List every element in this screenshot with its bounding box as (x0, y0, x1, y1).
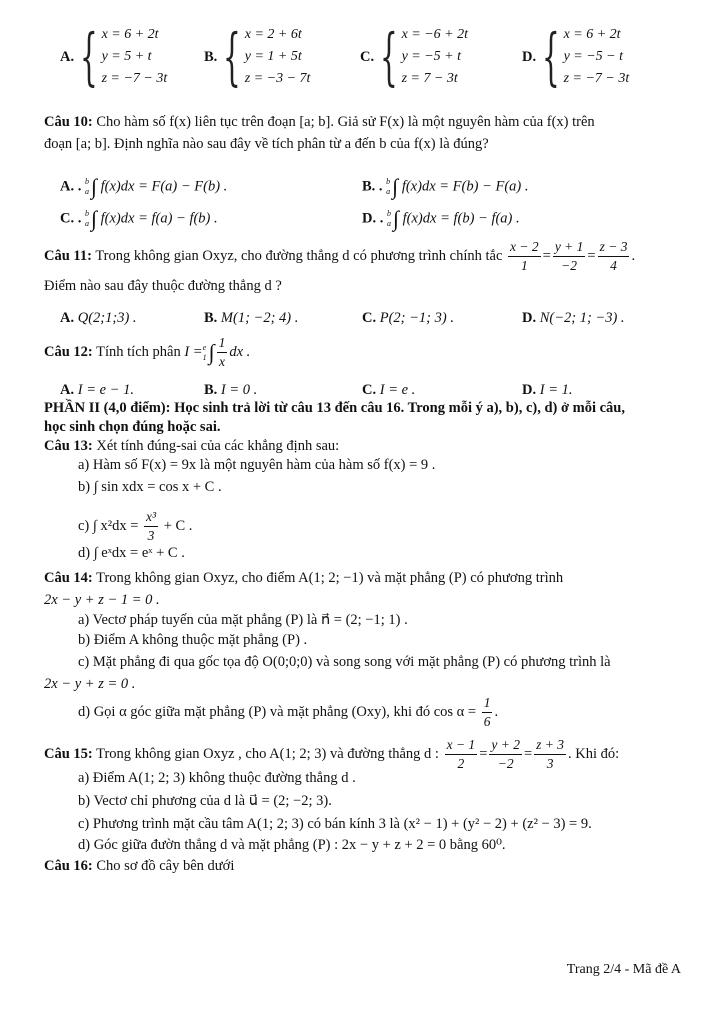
q13-item-a: a) Hàm số F(x) = 9x là một nguyên hàm của hàm số f(x) = 9 . (78, 457, 436, 473)
option-label: A. (60, 48, 75, 65)
question-text: Xét tính đúng-sai của các khẳng định sau: (96, 438, 340, 454)
q10-option-c (60, 206, 218, 232)
option-text: f(x)dx = F(a) − F(b) . (100, 178, 228, 195)
option-label: C. (360, 48, 375, 65)
integral-sign: ∫ (208, 339, 215, 365)
fraction (144, 508, 158, 545)
q11-option-c (362, 310, 454, 327)
option-label: C. . (60, 210, 82, 227)
integral-limits: b a (84, 209, 89, 228)
numerator: z − 3 (598, 238, 630, 257)
q9-option-d (522, 20, 630, 93)
q13-item-c (78, 508, 192, 545)
denominator: 3 (546, 756, 554, 771)
option-text: f(x)dx = F(b) − F(a) . (401, 178, 529, 195)
question-label: Câu 12: (44, 343, 93, 360)
q12-option-a (60, 382, 134, 399)
option-text: P(2; −1; 3) . (379, 310, 454, 326)
numerator: y + 1 (553, 238, 586, 257)
fraction (598, 238, 630, 275)
q12-option-b (204, 382, 257, 399)
q10-option-d (362, 206, 520, 232)
fraction (553, 238, 586, 275)
option-text: I = e − 1. (77, 382, 134, 398)
q15-item-b: b) Vectơ chỉ phương của d là u⃗ = (2; −2; 3). (78, 793, 332, 809)
q11-option-b (204, 310, 298, 327)
equation-row: x = 6 + 2t (563, 27, 621, 42)
brace-icon: { (542, 20, 560, 93)
q11-stem-line2: Điểm nào sau đây thuộc đường thẳng d ? (44, 278, 282, 294)
option-label: D. (522, 382, 537, 398)
item-text-right: + C . (163, 517, 193, 534)
option-label: B. (204, 48, 218, 65)
option-label: C. (362, 310, 377, 326)
q11-stem-line1: Câu 11: Trong không gian Oxyz, cho đường thẳng d có phương trình chính tắc $\frac{x - 2}{1}$ = $\frac{y + 1}{-2}$ = $\frac{z - 3}{4}$ . (44, 239, 636, 273)
question-text: Tính tích phân (96, 343, 181, 360)
equation-row: y = −5 + t (401, 49, 462, 64)
equation-row: y = −5 − t (563, 49, 624, 64)
page-footer: Trang 2/4 - Mã đề A (566, 962, 681, 977)
q13-item-d: d) ∫ eˣdx = eˣ + C . (78, 545, 185, 561)
q14-item-c-line1: c) Mặt phẳng đi qua gốc tọa độ O(0;0;0) và song song với mặt phẳng (P) có phương trình là (78, 654, 611, 670)
option-label: B. . (362, 178, 383, 195)
denominator: 2 (457, 756, 465, 771)
question-text: Trong không gian Oxyz, cho đường thẳng d có phương trình chính tắc (95, 247, 503, 264)
q15-item-a: a) Điểm A(1; 2; 3) không thuộc đường thẳng d . (78, 770, 356, 786)
numerator: x − 1 (445, 736, 478, 755)
equation-row: z = 7 − 3t (401, 71, 458, 86)
question-text: Trong không gian Oxyz , cho A(1; 2; 3) và đường thẳng d : (96, 745, 439, 762)
option-text: I = 0 . (220, 382, 258, 398)
option-label: A. . (60, 178, 82, 195)
question-label: Câu 11: (44, 247, 92, 264)
option-text: I = 1. (539, 382, 573, 398)
integral-sign: ∫ (392, 174, 399, 199)
option-label: B. (204, 310, 218, 326)
numerator: x − 2 (508, 238, 541, 257)
q9-option-c (360, 20, 469, 93)
option-label: D. (522, 48, 537, 65)
q13-stem (44, 438, 339, 455)
brace-icon: { (80, 20, 98, 93)
equation-row: z = −7 − 3t (101, 71, 168, 86)
q15-item-d: d) Góc giữa đườn thẳng d và mặt phẳng (P) : 2x − y + z + 2 = 0 bằng 60⁰. (78, 837, 506, 853)
q16-stem (44, 858, 234, 875)
q13-item-b: b) ∫ sin xdx = cos x + C . (78, 479, 222, 495)
q12-option-d (522, 382, 572, 399)
integral-sign: ∫ (90, 206, 98, 231)
fraction (489, 736, 522, 773)
fraction (445, 736, 478, 773)
q14-stem-line2: 2x − y + z − 1 = 0 . (44, 592, 160, 608)
option-text: f(x)dx = f(a) − f(b) . (100, 210, 218, 227)
q10-option-b (362, 174, 528, 200)
question-text: Cho hàm số f(x) liên tục trên đoạn [a; b]. Giả sử F(x) là một nguyên hàm của f(x) trên (96, 114, 595, 130)
brace-icon: { (380, 20, 398, 93)
option-label: D. . (362, 210, 384, 227)
question-label: Câu 14: (44, 570, 93, 586)
integral-limits: b a (386, 177, 391, 196)
integral-sign: ∫ (392, 206, 400, 231)
item-text-left: c) ∫ x²dx = (78, 517, 139, 534)
fraction (534, 736, 566, 773)
q11-option-a (60, 310, 137, 327)
part2-heading-line2: học sinh chọn đúng hoặc sai. (44, 419, 221, 435)
question-tail: . Khi đó: (568, 745, 620, 762)
question-label: Câu 15: (44, 745, 93, 762)
equation-row: z = −7 − 3t (563, 71, 630, 86)
denominator: 3 (147, 528, 155, 543)
denominator: 4 (610, 258, 617, 273)
option-text: f(x)dx = f(b) − f(a) . (402, 210, 520, 227)
equation-system (102, 24, 168, 90)
q15-stem: Câu 15: Trong không gian Oxyz , cho A(1; 2; 3) và đường thẳng d : $\frac{x - 1}{2}$ = $\frac{y + 2}{-2}$ = $\frac{z + 3}{3}$ . Khi đó: (44, 737, 620, 771)
q14-item-c-line2: 2x − y + z = 0 . (44, 676, 136, 692)
option-text: I = e . (379, 382, 416, 398)
option-label: C. (362, 382, 377, 398)
q14-item-a: a) Vectơ pháp tuyến của mặt phẳng (P) là n⃗ = (2; −1; 1) . (78, 612, 408, 628)
question-text: Cho sơ đồ cây bên dưới (96, 858, 235, 874)
fraction (482, 694, 493, 731)
option-text: Q(2;1;3) . (77, 310, 137, 326)
equation-system (245, 24, 311, 90)
q14-item-d: d) Gọi α góc giữa mặt phẳng (P) và mặt phẳng (Oxy), khi đó cos α = $\frac{1}{6}$ . (78, 695, 499, 729)
option-text: M(1; −2; 4) . (220, 310, 299, 326)
brace-icon: { (223, 20, 242, 93)
equation-row: z = −3 − 7t (244, 71, 311, 86)
integral-expression: I = (184, 343, 203, 360)
denominator: 6 (483, 714, 491, 729)
denominator: 1 (520, 258, 528, 273)
numerator: z + 3 (534, 736, 566, 755)
option-label: D. (522, 310, 537, 326)
q10-stem-line2: đoạn [a; b]. Định nghĩa nào sau đây về tích phân từ a đến b của f(x) là đúng? (44, 136, 489, 152)
q10-stem-line1 (44, 114, 595, 131)
denominator: −2 (561, 258, 578, 273)
q9-option-a (60, 20, 168, 93)
question-label: Câu 13: (44, 438, 93, 454)
option-label: A. (60, 310, 75, 326)
equation-row: x = −6 + 2t (401, 27, 469, 42)
numerator: x³ (144, 508, 158, 527)
numerator: 1 (482, 694, 493, 713)
question-label: Câu 16: (44, 858, 93, 874)
option-label: A. (60, 382, 75, 398)
question-label: Câu 10: (44, 114, 93, 130)
question-text: Trong không gian Oxyz, cho điểm A(1; 2; −1) và mặt phẳng (P) có phương trình (96, 570, 564, 586)
q14-stem-line1 (44, 570, 563, 587)
integral-limits: b a (386, 209, 391, 228)
q12-option-c (362, 382, 415, 399)
numerator: y + 2 (489, 736, 522, 755)
item-text-left: d) Gọi α góc giữa mặt phẳng (P) và mặt phẳng (Oxy), khi đó cos α = (78, 703, 477, 720)
q12-stem: Câu 12: Tính tích phân I = e 1 ∫ $\frac{1}{x}$ dx . (44, 335, 251, 369)
denominator: −2 (497, 756, 514, 771)
fraction (508, 238, 541, 275)
equation-system (402, 24, 468, 90)
part2-heading-line1: PHẦN II (4,0 điểm): Học sinh trả lời từ câu 13 đến câu 16. Trong mỗi ý a), b), c), d) ở mỗi câu, (44, 400, 625, 416)
q9-option-b (204, 20, 311, 93)
equation-row: y = 1 + 5t (244, 49, 302, 64)
q15-item-c: c) Phương trình mặt cầu tâm A(1; 2; 3) có bán kính 3 là (x² − 1) + (y² − 2) + (z² − 3) = 9. (78, 816, 592, 832)
integral-sign: ∫ (90, 174, 98, 199)
q14-item-b: b) Điểm A không thuộc mặt phẳng (P) . (78, 632, 308, 648)
fraction: $\frac{1}{x}$ (218, 335, 226, 369)
q10-option-a (60, 174, 227, 200)
equation-row: x = 6 + 2t (101, 27, 159, 42)
integral-limits: b a (84, 177, 89, 196)
equation-row: x = 2 + 6t (244, 27, 302, 42)
option-label: B. (204, 382, 218, 398)
equation-row: y = 5 + t (101, 49, 152, 64)
q11-option-d (522, 310, 625, 327)
equation-system (564, 24, 630, 90)
option-text: N(−2; 1; −3) . (539, 310, 625, 326)
integral-limits: e 1 (202, 342, 207, 362)
